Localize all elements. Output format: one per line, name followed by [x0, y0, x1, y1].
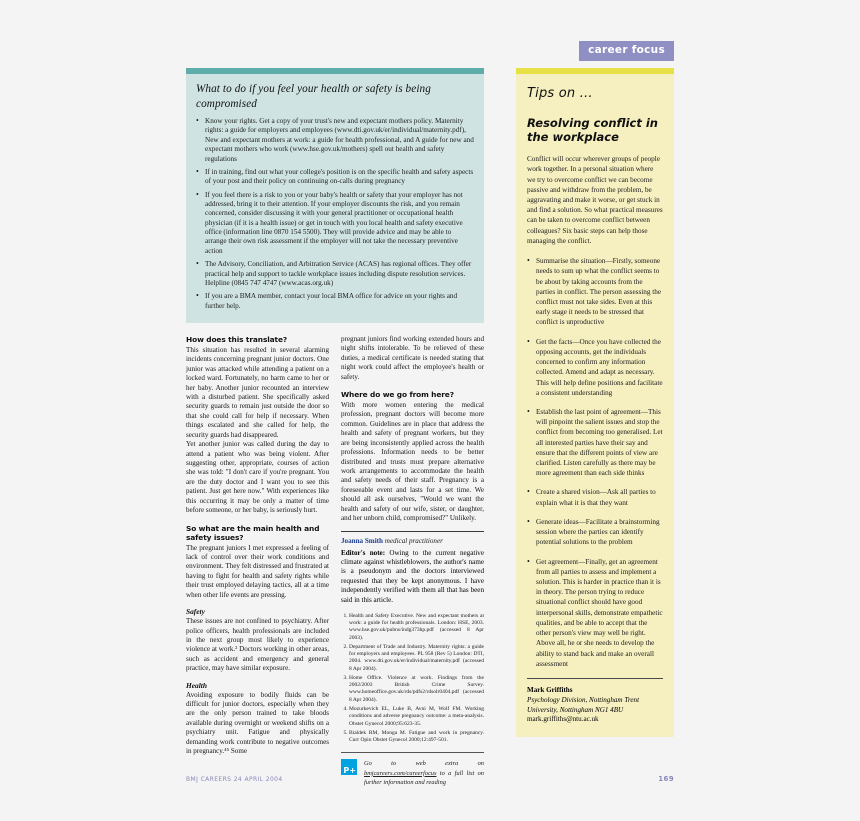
page-footer — [186, 775, 674, 783]
tips-author-signature — [527, 678, 663, 725]
badge-row — [0, 40, 860, 61]
page-number: 169 — [658, 775, 674, 783]
list-item: • Establish the last point of agreement—This will pinpoint the salient issues and stop the conflict from becoming too generalised. Let all interested parties have their say and ensure that the different points of view are clarified. Listen carefully as there may be more agreement than each side thinks — [527, 407, 663, 479]
article-column-left — [186, 335, 329, 757]
author-name: Joanna Smith — [341, 536, 383, 545]
career-focus-badge: career focus — [579, 41, 674, 61]
list-item: • The Advisory, Conciliation, and Arbitration Service (ACAS) has regional offices. They offer practical help and support to tackle workplace issues including dispute resolution services. Helpline (0845 747 4747 (www.acas.org.uk) — [196, 260, 474, 288]
paragraph: These issues are not confined to psychiatry. After police officers, health professionals are included in the next group most likely to experience violence at work.² Doctors working in other areas, such as accident and emergency and general practice, may have similar exposure. — [186, 617, 329, 673]
list-item: • Get the facts—Once you have collected the opposing accounts, get the individuals concerned to confirm any information collected. Amend and adapt as necessary. This will help define positions and facilitate a consistent understanding — [527, 337, 663, 398]
article-column-right — [341, 335, 484, 787]
footer-publication: BMJ CAREERS 24 APRIL 2004 — [186, 776, 283, 783]
article-columns — [186, 335, 484, 787]
tips-intro: Conflict will occur wherever groups of people work together. In a personal situation where we try to overcome conflict we can become passive and withdraw from the problem, be aggravating and make it worse, or get stuck in and find a solution. So what practical measures can be taken to overcome conflict between colleagues? Six basic steps can help those managing the conflict. — [527, 155, 663, 245]
list-item: • Create a shared vision—Ask all parties to explain what it is that they want — [527, 487, 663, 507]
section-heading-health: Health — [186, 680, 207, 690]
editors-note-label: Editor's note: — [341, 548, 386, 557]
tips-panel — [516, 68, 674, 737]
list-item: • If you are a BMA member, contact your local BMA office for advice on your rights and further help. — [196, 292, 474, 311]
web-extra-suffix: to a full list on further information and reading — [364, 769, 484, 787]
list-item: • Summarise the situation—Firstly, someone needs to sum up what the conflict seems to be about by taking accounts from the parties in conflict. The person assessing the conflict must not take sides. Even at this early stage it needs to be stressed that conflict is unproductive — [527, 256, 663, 328]
web-extra-text — [364, 759, 484, 787]
tips-kicker: Tips on … — [527, 86, 593, 101]
section-heading-main-health-safety-issues: So what are the main health and safety issues? — [186, 523, 320, 542]
advice-box-heading: What to do if you feel your health or safety is being compromised — [196, 83, 431, 110]
pdf-plus-icon-label: P+ — [343, 766, 356, 776]
paragraph: This situation has resulted in several alarming incidents concerning pregnant junior doctors. One junior was attacked while attending a patient on a locked ward. Fortunately, no harm came to her or her baby. Another junior recounted an interview with a disturbed patient. She specifically asked security guards to remain just outside the door so that she could call for help if necessary. When things escalated and she called for help, the security guards had disappeared. — [186, 345, 329, 439]
list-item: • Know your rights. Get a copy of your trust's new and expectant mothers policy. Maternity rights: a guide for employers and employees (www.dti.gov.uk/er/individual/maternity.pdf), New and expectant mothers at work: a guide for health professional, and A guide for new and expectant mothers who work (www.hse.gov.uk/mothers) spell out health and safety regulations — [196, 117, 474, 164]
section-heading-safety: Safety — [186, 607, 205, 617]
paragraph: Yet another junior was called during the day to attend a patient who was being violent. After suggesting other, appropriate, courses of action she was told: "I don't care if you're pregnant. You are the duty doctor and I want you to see this patient. Just get here now." With experiences like this occurring it may be only a matter of time before someone, or her baby, is seriously hurt. — [186, 440, 329, 515]
reference-item: 3. Home Office. Violence at work. Findings from the 2002/2003 British Crime Survey. www.homeoffice.gov.uk/rds/pdfs2/rdsolr0404.pdf (accessed 8 Apr 2004). — [349, 675, 484, 704]
tips-author-affiliation: Psychology Division, Nottingham Trent University, Nottingham NG1 4BU — [527, 695, 640, 714]
list-item: • Get agreement—Finally, get an agreement from all parties to assess and implement a solution. This is harder in practice than it is in theory. The person trying to reduce situational conflict should have good interpersonal skills, demonstrate empathetic qualities, and be able to accept that the other person's view may well be right. Above all, he or she needs to develop the ability to stand back and make an overall assessment — [527, 557, 663, 669]
author-role: medical practitioner — [384, 536, 443, 545]
paragraph: The pregnant juniors I met expressed a feeling of lack of control over their work conditions and environment. They felt distressed and frustrated at having to fight for health and safety rights while their trust employed delaying tactics, all at a time when other life events are pressing. — [186, 543, 329, 599]
author-byline — [341, 531, 484, 545]
editors-note — [341, 549, 484, 606]
section-heading-where-do-we-go-from-here: Where do we go from here? — [341, 390, 454, 400]
web-extra-link[interactable]: bmjcareers.com/careerfocus — [364, 769, 437, 777]
pdf-plus-icon — [341, 759, 357, 775]
reference-item: 2. Department of Trade and Industry. Maternity rights: a guide for employers and employees. PL 958 (Rev 5) London: DTI, 2004. www.dti.gov.uk/er/individual/maternity.pdf (accessed 8 Apr 2004). — [349, 644, 484, 673]
editors-note-text: Owing to the current negative climate against whistleblowers, the author's name is a pseudonym and the doctors interviewed requested that they be kept anonymous. I have independently verified with them all that has been said in this article. — [341, 548, 485, 604]
paragraph: With more women entering the medical profession, pregnant doctors will become more common. Guidelines are in place that address the health and safety of pregnant workers, but they are being inconsistently applied across the health professions. Information needs to be better distributed and trusts must prepare alternative work arrangements to accommodate the health and safety needs of their staff. Pregnancy is a foreseeable event and lasts for a set time. We should all ask ourselves, "Would we want the health and safety of our wife, sister, or daughter, and her unborn child, compromised?" Unlikely. — [341, 401, 484, 523]
section-heading-how-does-this-translate: How does this translate? — [186, 334, 288, 344]
reference-item: 5. Bialdek RM, Monga M. Fatigue and work in pregnancy. Curr Opin Obstet Gynecol 2000;12:497-501. — [349, 730, 484, 744]
reference-item: 4. Mozurkevich EL, Luke B, Avni M, Wolf FM. Working conditions and adverse pregnancy outcome: a meta-analysis. Obstet Gynecol 2000;95:623-35. — [349, 706, 484, 727]
tips-title: Resolving conflict in the workplace — [527, 116, 658, 144]
reference-list — [341, 613, 484, 744]
reference-item: 1. Health and Safety Executive. New and expectant mothers at work: a guide for health professionals. London: HSE, 2003. www.hse.gov.uk/pubns/indg373hp.pdf (accessed 8 Apr 2003). — [349, 613, 484, 642]
list-item: • If in training, find out what your college's position is on the specific health and safety aspects of your post and their policy on continuing on-calls during pregnancy — [196, 168, 474, 187]
tips-steps-list — [527, 256, 663, 669]
health-safety-advice-box — [186, 68, 484, 323]
list-item: • Generate ideas—Facilitate a brainstorming session where the parties can identify potential solutions to the problem — [527, 517, 663, 548]
paragraph-continued: pregnant juniors find working extended hours and night shifts intolerable. To be relieved of these duties, a medical certificate is needed stating that night work could affect the employee's health or safety. — [341, 334, 484, 381]
advice-box-list — [196, 117, 474, 311]
tips-author-name: Mark Griffiths — [527, 685, 573, 694]
list-item: • If you feel there is a risk to you or your baby's health or safety that your employer has not addressed, bring it to their attention. If your employer discounts the risk, and you remain concerned, consider discussing it with your general practitioner or occupational health physician (if it is a health issue) or get in touch with you local health and safety executive office (information line 0870 154 5500). They will provide advice and may be able to arrange their own risk assessment if the employer will not take the necessary preventive action — [196, 191, 474, 257]
paragraph: Avoiding exposure to bodily fluids can be difficult for junior doctors, especially when they are the only person trained to take bloods available during overnight or weekend shifts on a psychiatry unit. Fatigue and physically demanding work contribute to negative outcomes in pregnancy.⁴⁵ Some — [186, 690, 329, 756]
web-extra-prefix: Go to web extra on — [364, 760, 484, 768]
tips-author-email[interactable]: mark.griffiths@ntu.ac.uk — [527, 715, 599, 724]
